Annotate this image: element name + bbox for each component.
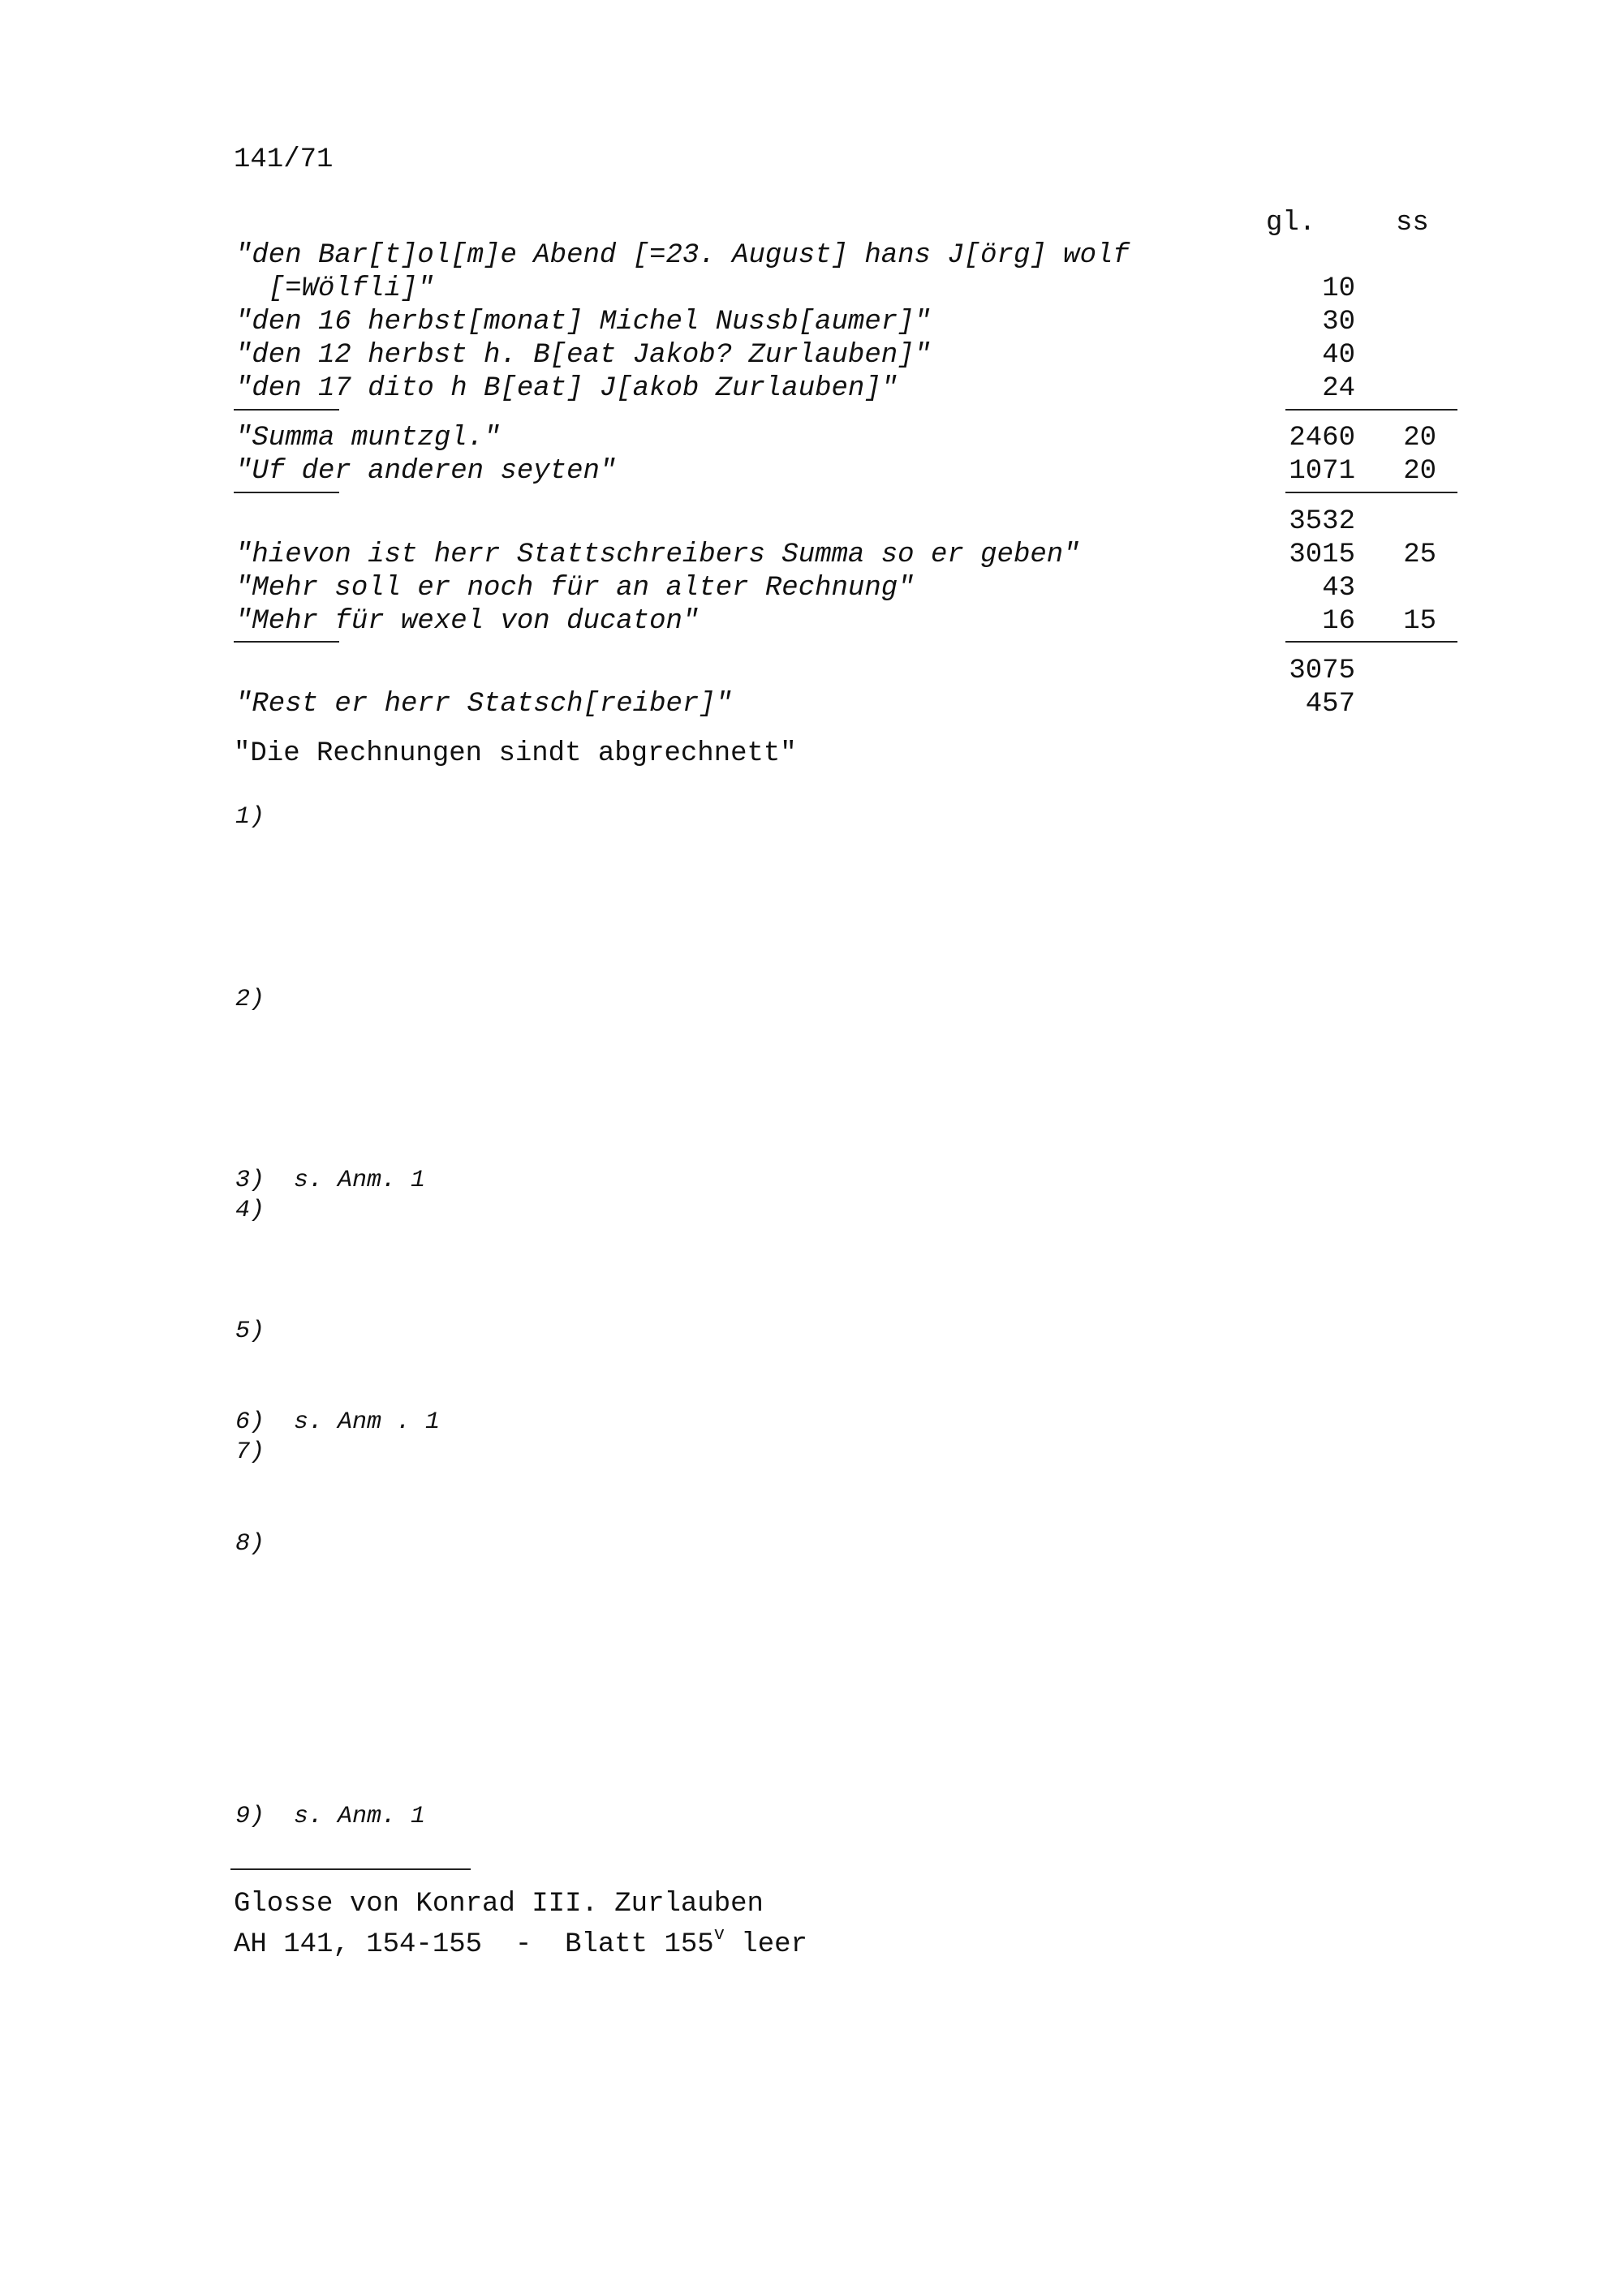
short-rule (234, 641, 339, 643)
footnote-label: 7) (235, 1438, 265, 1466)
footnote-label: 3) (235, 1167, 265, 1194)
sum-rule (1285, 641, 1457, 643)
column-heading-gl: gl. (1266, 208, 1316, 239)
sum-gl: 2460 (1289, 423, 1355, 454)
deduction-ss: 15 (1403, 606, 1436, 637)
deduction-text: "Mehr soll er noch für an alter Rechnung" (235, 573, 915, 604)
footnote-note: s. Anm . 1 (294, 1408, 441, 1436)
footnote-label: 9) (235, 1803, 265, 1830)
footer-source-tail: leer (724, 1929, 807, 1960)
total-gl: 3532 (1289, 506, 1355, 537)
entry-text: "den Bar[t]ol[m]e Abend [=23. August] hans J[örg] wolf (235, 240, 1130, 271)
footer-source-main: AH 141, 154-155 - Blatt 155 (234, 1929, 714, 1960)
footer-source (234, 1924, 807, 1960)
footnote-separator (230, 1868, 471, 1870)
entry-text: "den 16 herbst[monat] Michel Nussb[aumer]" (235, 307, 931, 338)
sum-ss: 20 (1403, 456, 1436, 487)
entry-text: "den 12 herbst h. B[eat Jakob? Zurlauben]" (235, 340, 931, 371)
deduction-text: "hievon ist herr Stattschreibers Summa so er geben" (235, 540, 1080, 570)
footnote-note: s. Anm. 1 (294, 1803, 426, 1830)
footnote-label: 6) (235, 1408, 265, 1436)
sum-text: "Summa muntzgl." (235, 423, 501, 454)
entry-gl: 10 (1322, 273, 1355, 304)
entry-gl: 24 (1322, 373, 1355, 404)
rest-text: "Rest er herr Statsch[reiber]" (235, 689, 733, 720)
closing-line: "Die Rechnungen sindt abgrechnett" (234, 738, 797, 769)
deduction-gl: 16 (1322, 606, 1355, 637)
sum-gl: 1071 (1289, 456, 1355, 487)
footnote-label: 1) (235, 803, 265, 831)
entry-gl: 30 (1322, 307, 1355, 338)
footer-gloss: Glosse von Konrad III. Zurlauben (234, 1889, 764, 1920)
deduction-gl: 43 (1322, 573, 1355, 604)
entry-text: [=Wölfli]" (235, 273, 434, 304)
footnote-label: 2) (235, 986, 265, 1013)
footnote-note: s. Anm. 1 (294, 1167, 426, 1194)
total-gl: 3075 (1289, 656, 1355, 686)
entry-gl: 40 (1322, 340, 1355, 371)
rest-gl: 457 (1305, 689, 1355, 720)
sum-ss: 20 (1403, 423, 1436, 454)
footnote-label: 4) (235, 1197, 265, 1224)
deduction-text: "Mehr für wexel von ducaton" (235, 606, 700, 637)
column-heading-ss: ss (1396, 208, 1429, 239)
deduction-gl: 3015 (1289, 540, 1355, 570)
deduction-ss: 25 (1403, 540, 1436, 570)
short-rule (234, 409, 339, 411)
sum-rule (1285, 492, 1457, 493)
entry-text: "den 17 dito h B[eat] J[akob Zurlauben]" (235, 373, 898, 404)
sum-text: "Uf der anderen seyten" (235, 456, 617, 487)
footnote-label: 5) (235, 1318, 265, 1345)
sum-rule (1285, 409, 1457, 411)
short-rule (234, 492, 339, 493)
footnote-label: 8) (235, 1530, 265, 1558)
page-reference: 141/71 (234, 144, 334, 175)
footer-source-sup: v (713, 1924, 725, 1945)
